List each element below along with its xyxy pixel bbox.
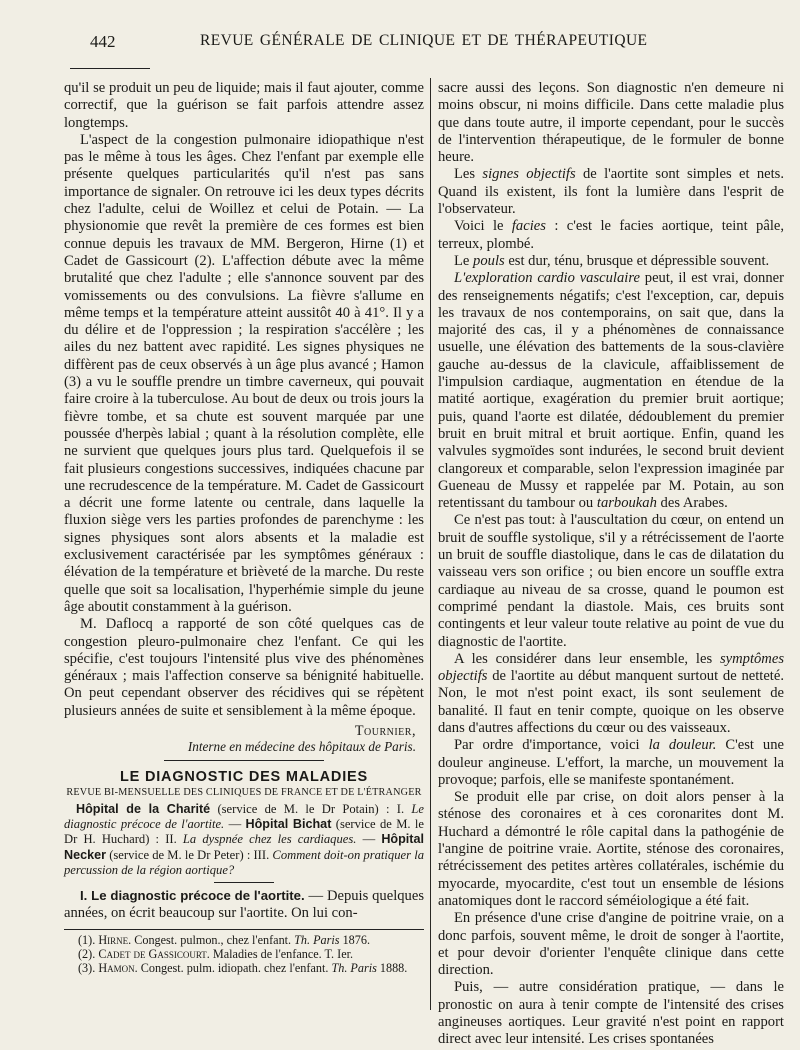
hospital-name: Hôpital Necker (64, 832, 424, 862)
text: : c'est le facies aortique, teint pâle, terreux, plombé. (438, 218, 784, 252)
section-divider (164, 760, 324, 761)
emphasis: L'exploration cardio vasculaire (454, 270, 640, 287)
footnote (64, 947, 424, 961)
text: des Arabes. (656, 495, 728, 512)
paragraph: Se produit elle par crise, on doit alors penser à la sténose des coronaires et à ces coronarites dont M. Huchard a démontré le rôle capital dans la pathogénie de l'angine de poitrine vraie. Aortite, sténose des coronaires, rétrécissement des petites artères collatérales, ischémie du myocarde, myocardite, c'est tout un ensemble de lésions anatomiques dont le raccord séméiologique a été fait. (438, 789, 784, 909)
footnote-text: Congest. pulmon., chez l'enfant. (134, 932, 292, 947)
paragraph: L'aspect de la congestion pulmonaire idiopathique n'est pas le même à tous les âges. Chez l'enfant par exemple elle présente quelques particularités qu'il n'est pas sans importance de signaler. On retrouve ici les deux types décrits chez l'adulte, celui de Woillez et celui de Potain. — La physionomie que revêt la première de ces formes est bien connue depuis les travaux de MM. Bergeron, Hirne (1) et Cadet de Gassicourt (2). L'affection débute avec la même brutalité que chez l'adulte ; elle s'annonce souvent par des vomissements ou des convulsions. La fièvre s'allume en même temps et la température atteint aussitôt 40 à 41°. Il y a du délire et de l'oppression ; la respiration s'accélère ; les ailes du nez battent avec rapidité. Les signes physiques ne diffèrent pas de ceux observés à un âge plus avancé ; Hamon (3) a vu le souffle prendre un timbre caverneux, qui pouvait faire croire à la tuberculose. Au bout de deux ou trois jours la fièvre tombe, et sa chute est souvent marquée par une poussée d'herpès labial ; quant à la résolution complète, elle ne survient que quelques jours plus tard. Quelquefois il se fait plusieurs congestions successives, indiquées chacune par une recrudescence de la température. M. Cadet de Gassicourt a décrit une forme latente ou centrale, dans laquelle la fluxion siège vers les parties profondes de parenchyme : les signes physiques sont alors absents et la maladie est exclusivement caractérisée par les symptômes généraux : élévation de la température et brièveté de la marche. Du reste quelle que soit sa localisation, l'hyperhémie simple du jeune âge aboutit constamment à la guérison. (64, 131, 424, 615)
footnote-author: Hamon. (98, 961, 138, 976)
footnote-rule (64, 929, 424, 930)
footnote-author: Hirne. (98, 932, 132, 947)
index-text: (service de M. le Dr Potain) : I. (217, 801, 405, 816)
text: de l'aortite sont simples et nets. Quand ils existent, ils font la lumière dans l'esprit de l'observateur. (438, 166, 784, 218)
page-number: 442 (90, 32, 116, 51)
text: Le (454, 252, 474, 269)
lecture-title: La dyspnée chez les cardiaques. (182, 832, 357, 847)
left-column (64, 80, 424, 976)
text: A les considérer dans leur ensemble, les (454, 650, 720, 667)
footnote (64, 933, 424, 947)
lecture-title: Le diagnostic précoce de l'aortite. (64, 801, 424, 832)
paragraph (438, 270, 784, 512)
paragraph: Ce n'est pas tout: à l'auscultation du cœur, on entend un bruit de souffle systolique, s'il y a rétrécissement de l'aorte un bruit de souffle diastolique, dans le cas de dilatation du vaisseau vers son orifice ; ou bien encore un souffle extra cardiaque au niveau de sa crosse, quand le poumon est comprimé pendant la diastole. Mais, ces bruits sont contingents et leur valeur toute relative au point de vue du diagnostic de l'aortite. (438, 512, 784, 650)
footnote-author: Cadet de Gassicourt. (98, 947, 210, 961)
index-text: (service de M. le Dr H. Huchard) : II. (64, 817, 424, 847)
signature (64, 723, 416, 755)
paragraph (438, 737, 784, 789)
paragraph (64, 887, 424, 923)
hospital-name: Hôpital Bichat (245, 817, 332, 832)
index-dash: — (228, 817, 242, 832)
lecture-heading: I. Le diagnostic précoce de l'aortite. (80, 888, 305, 903)
author-role: Interne en médecine des hôpitaux de Paris. (187, 738, 416, 754)
footnote-text: Congest. pulm. idiopath. chez l'enfant. (140, 961, 329, 976)
footnote-number: (2). (78, 947, 96, 961)
index-text: (service de M. le Dr Peter) : III. (109, 847, 270, 862)
top-rule-left (70, 68, 150, 69)
lecture-text: — Depuis quelques années, on écrit beaucoup sur l'aortite. On lui con- (64, 888, 424, 922)
text: est dur, ténu, brusque et dépressible souvent. (504, 252, 770, 269)
emphasis: symptômes objectifs (438, 650, 784, 685)
paragraph (438, 651, 784, 737)
text: Les (454, 166, 483, 183)
footnote (64, 961, 424, 975)
footnote-journal: Th. Paris (331, 961, 377, 976)
footnote-text: Maladies de l'enfance. T. Ier. (212, 947, 354, 961)
paragraph: En présence d'une crise d'angine de poitrine vraie, on a donc parfois, souvent même, le droit de songer à l'aortite, et pour devoir d'orienter l'enquête clinique dans cette direction. (438, 910, 784, 979)
footnote-year: 1876. (342, 932, 370, 947)
paragraph: qu'il se produit un peu de liquide; mais il faut ajouter, comme correctif, que la guérison se fait parfois attendre assez longtemps. (64, 80, 424, 131)
hospital-name: Hôpital de la Charité (76, 801, 211, 816)
index-divider (214, 882, 274, 883)
running-header (0, 28, 800, 58)
running-title: REVUE GÉNÉRALE DE CLINIQUE ET DE THÉRAPEUTIQUE (200, 32, 648, 49)
emphasis: la douleur. (648, 737, 717, 754)
author-name: Tournier, (354, 722, 416, 739)
column-divider (430, 78, 431, 1010)
text: C'est une douleur angineuse. L'effort, la marche, un mouvement la provoque; parfois, elle se manifeste spontanément. (438, 737, 784, 788)
footnote-journal: Th. Paris (294, 932, 340, 947)
lecture-title: Comment doit-on pratiquer la percussion de la région aortique? (64, 847, 424, 877)
index-dash: — (362, 832, 376, 847)
footnote-number: (3). (78, 961, 96, 976)
text: Par ordre d'importance, voici (454, 737, 649, 754)
paragraph: sacre aussi des leçons. Son diagnostic n'en demeure ni moins obscur, ni moins difficile. Dans cette maladie plus que dans toute autre, il importe cependant, pour le succès de l'intervention thérapeutique, de le formuler de bonne heure. (438, 80, 784, 166)
right-column (438, 80, 784, 1049)
text: peut, il est vrai, donner des renseignements négatifs; c'est l'exception, car, depuis les travaux de nos contemporains, on sait que, dans la majorité des cas, il y a phénomènes de connaissance usuelle, une élévation des battements de la sous-clavière gauche au-dessus de la clavicule, affaiblissement de l'impulsion cardiaque, augmentation en étendue de la matité aortique, exagération du premier bruit aortique; puis, quand l'aorte est dilatée, dédoublement du premier bruit en bruit mitral et bruit aortique. Enfin, quand les valvules sygmoïdes sont indurées, le second bruit devient clangoreux et comparable, selon l'expression imaginée par Gueneau de Mussy et rappelée par M. Potain, au son retentissant du tambour ou (438, 270, 784, 512)
paragraph: Puis, — autre considération pratique, — dans le pronostic on aura à tenir compte de l'intensité des crises angineuses aortiques. Leur gravité n'est point en rapport direct avec leur intensité. Les crises spontanées (438, 979, 784, 1048)
paragraph (438, 253, 784, 270)
emphasis: tarboukah (596, 495, 657, 512)
emphasis: facies (511, 218, 546, 235)
emphasis: signes objectifs (482, 166, 576, 183)
emphasis: pouls (473, 252, 505, 269)
section-subtitle: REVUE BI-MENSUELLE DES CLINIQUES DE FRANCE ET DE L'ÉTRANGER (66, 786, 422, 798)
footnote-number: (1). (78, 932, 96, 947)
text: Voici le (454, 218, 512, 235)
paragraph (438, 218, 784, 253)
section-title: LE DIAGNOSTIC DES MALADIES (120, 768, 368, 785)
paragraph (438, 166, 784, 218)
paragraph: M. Daflocq a rapporté de son côté quelques cas de congestion pleuro-pulmonaire chez l'enfant. Ce qui les spécifie, c'est toujours l'intensité plus vive des phénomènes généraux ; mais l'affection conserve sa bénignité habituelle. On peut cependant observer des récidives qui se répètent plusieurs années de suite et sensiblement à la même époque. (64, 616, 424, 719)
section-index (64, 802, 424, 878)
footnote-year: 1888. (379, 961, 408, 976)
text: de l'aortite au début manquent surtout de netteté. Non, le mot n'est point exact, ils sont seulement de banalité. Il faut en tenir compte, quoique on les observe dans d'autres affections du cœur ou des vaisseaux. (438, 668, 784, 736)
